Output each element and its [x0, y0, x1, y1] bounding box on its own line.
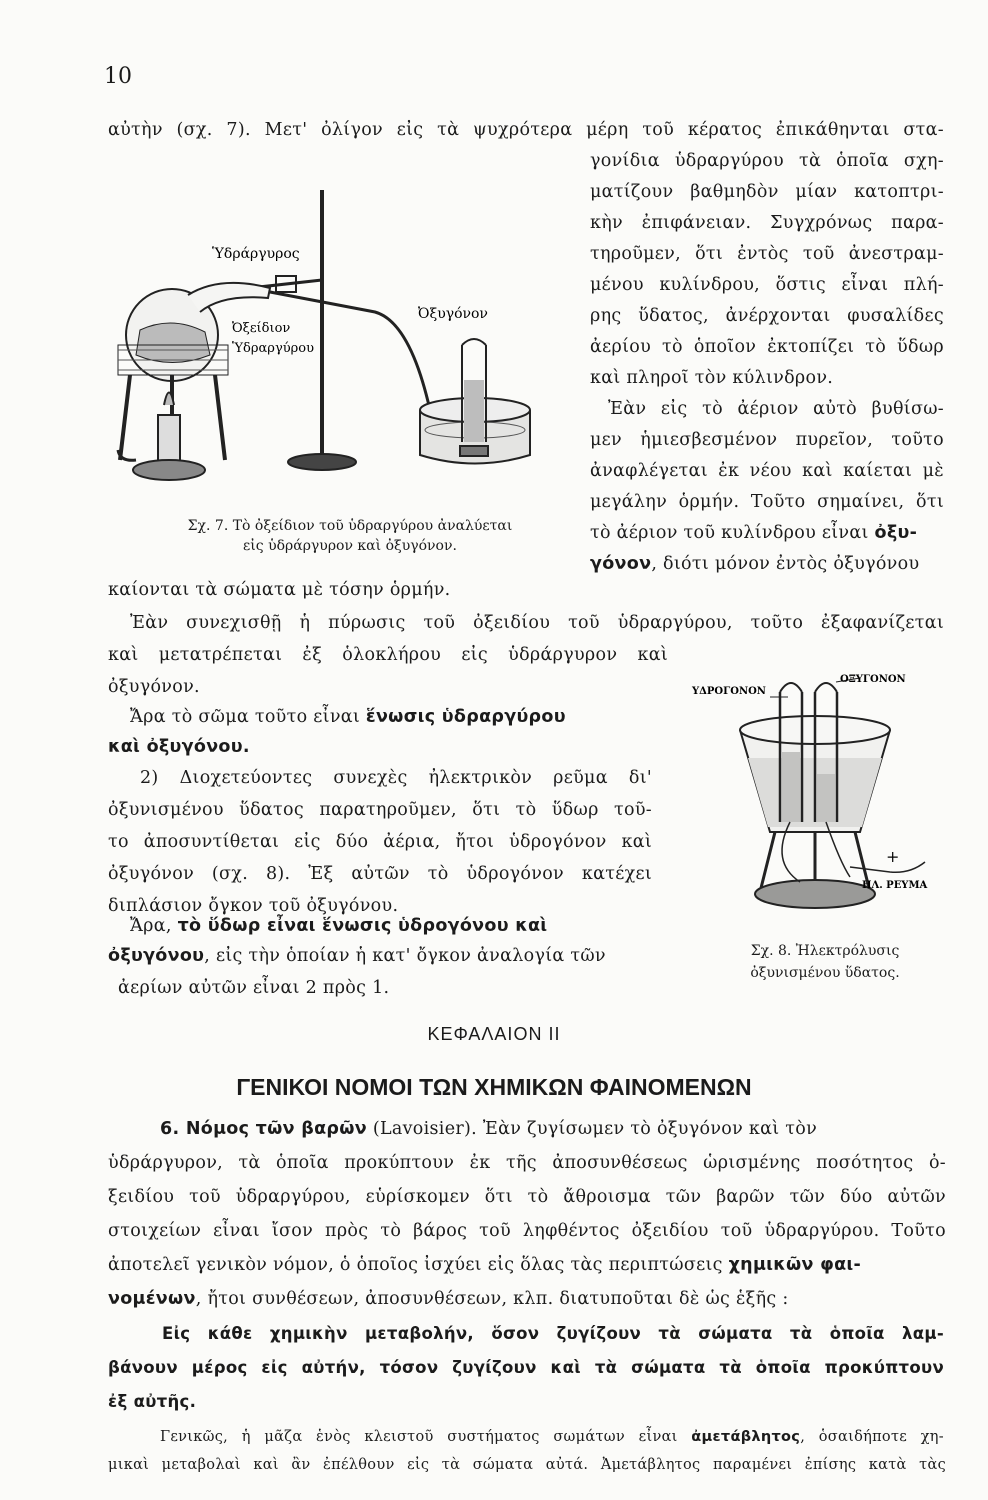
- text-line: γονίδια ὑδραργύρου τὰ ὁποῖα σχη-: [590, 151, 944, 171]
- label-oxide-2: Ὑδραργύρου: [232, 341, 314, 356]
- text-line: διπλάσιον ὄγκον τοῦ ὀξυγόνου.: [108, 896, 399, 916]
- text-line: [160, 1117, 817, 1141]
- text-line: Ἐὰν εἰς τὸ ἀέριον αὐτὸ βυθίσω-: [608, 399, 944, 419]
- bold-term: ὀξυγόνου: [108, 946, 205, 966]
- text-line: ὀξυγόνον.: [108, 677, 200, 697]
- figure-8-caption-line: ὀξυνισμένου ὕδατος.: [750, 965, 900, 981]
- bold-term: ἕνωσις ὑδραργύρου: [365, 707, 566, 727]
- text-line: αὐτὴν (σχ. 7). Μετ' ὀλίγον εἰς τὰ ψυχρότερα μέρη τοῦ κέρατος ἐπικάθηνται στα-: [108, 120, 944, 140]
- text-line: ὀξυνισμένου ὕδατος παρατηροῦμεν, ὅτι τὸ ὕδωρ τοῦ-: [108, 800, 652, 820]
- text-line: καίονται τὰ σώματα μὲ τόσην ὁρμήν.: [108, 580, 451, 600]
- text-line: 2) Διοχετεύοντες συνεχὲς ἠλεκτρικὸν ρεῦμα δι': [140, 768, 652, 788]
- text-line: ὑδράργυρον, τὰ ὁποῖα προκύπτουν ἐκ τῆς ἀποσυνθέσεως ὡρισμένης ποσότητος ὀ-: [108, 1153, 946, 1173]
- label-current: ΗΛ. ΡΕΥΜΑ: [862, 880, 928, 891]
- law-statement-line: Εἰς κάθε χημικὴν μεταβολήν, ὅσον ζυγίζουν τὰ σώματα τὰ ὁποῖα λαμ-: [162, 1324, 944, 1343]
- label-plus: +: [886, 847, 900, 866]
- text-line: ξειδίου τοῦ ὑδραργύρου, εὑρίσκομεν ὅτι τὸ ἄθροισμα τῶν βαρῶν τῶν δύο αὐτῶν: [108, 1187, 946, 1207]
- label-oxide-1: Ὀξείδιον: [232, 321, 291, 336]
- text-line: ἀναφλέγεται ἐκ νέου καὶ καίεται μὲ: [590, 461, 944, 481]
- text-line: [590, 521, 944, 545]
- text-line: ρης ὕδατος, ἀνέρχονται φυσαλίδες: [590, 306, 944, 326]
- text-line: [130, 705, 566, 729]
- text-run: Γενικῶς, ἡ μᾶζα ἑνὸς κλειστοῦ συστήματος σωμάτων εἶναι: [160, 1429, 678, 1445]
- bold-term: καὶ ὀξυγόνου.: [108, 737, 250, 757]
- text-line: [130, 914, 547, 938]
- figure-7-caption-line: Σχ. 7. Τὸ ὀξείδιον τοῦ ὑδραργύρου ἀναλύεται: [187, 518, 513, 534]
- text-line: ἀερίου τὸ ὁποῖον ἐκτοπίζει τὸ ὕδωρ: [590, 337, 944, 357]
- text-line: [108, 1253, 861, 1277]
- text-run: Ἄρα,: [130, 916, 172, 936]
- text-line: καὶ πληροῖ τὸν κύλινδρον.: [590, 368, 834, 388]
- small-text-line: μικαὶ μεταβολαὶ καὶ ἂν ἐπέλθουν εἰς τὰ σώματα αὐτά. Ἀμετάβλητος παραμένει ἐπίσης κατὰ τὰς: [108, 1457, 946, 1473]
- text-line: [108, 1287, 789, 1311]
- text-line: [108, 944, 606, 968]
- text-run: , ἤτοι συνθέσεων, ἀποσυνθέσεων, κλπ. διατυποῦται δὲ ὡς ἑξῆς :: [195, 1289, 789, 1309]
- text-line: ματίζουν βαθμηδὸν μίαν κατοπτρι-: [590, 182, 944, 202]
- bold-term: ἀμετάβλητος: [691, 1429, 801, 1445]
- law-statement-line: ἐξ αὐτῆς.: [108, 1392, 197, 1411]
- text-line: το ἀποσυντίθεται εἰς δύο ἀέρια, ἤτοι ὑδρογόνον καὶ: [108, 832, 652, 852]
- text-line: μεγάλην ὁρμήν. Τοῦτο σημαίνει, ὅτι: [590, 492, 944, 512]
- law-statement-line: βάνουν μέρος εἰς αὐτήν, τόσον ζυγίζουν καὶ τὰ σώματα τὰ ὁποῖα προκύπτουν: [108, 1358, 944, 1377]
- bold-term: ὀξυ-: [874, 523, 918, 543]
- text-line: μεν ἡμιεσβεσμένον πυρεῖον, τοῦτο: [590, 430, 944, 450]
- section-heading: 6. Νόμος τῶν βαρῶν: [160, 1119, 367, 1139]
- bold-term: νομένων: [108, 1289, 196, 1309]
- page-number: 10: [104, 64, 132, 89]
- chapter-title: ΓΕΝΙΚΟΙ ΝΟΜΟΙ ΤΩΝ ΧΗΜΙΚΩΝ ΦΑΙΝΟΜΕΝΩΝ: [236, 1074, 752, 1100]
- text-run: (Lavoisier). Ἐὰν ζυγίσωμεν τὸ ὀξυγόνον καὶ τὸν: [372, 1119, 818, 1139]
- text-line: καὶ μετατρέπεται ἐξ ὁλοκλήρου εἰς ὑδράργυρον καὶ: [108, 645, 668, 665]
- text-run: , ὁσαιδήποτε χη-: [800, 1429, 944, 1445]
- figure-8-caption-line: Σχ. 8. Ἠλεκτρόλυσις: [750, 943, 900, 959]
- text-line: τηροῦμεν, ὅτι ἐντὸς τοῦ ἀνεστραμ-: [590, 244, 944, 264]
- text-line: κὴν ἐπιφάνειαν. Συγχρόνως παρα-: [590, 213, 944, 233]
- label-oxygen: Ὀξυγόνον: [418, 306, 488, 322]
- text-line: Ἐὰν συνεχισθῇ ἡ πύρωσις τοῦ ὀξειδίου τοῦ ὑδραργύρου, τοῦτο ἐξαφανίζεται: [130, 613, 944, 633]
- bold-term: χημικῶν φαι-: [728, 1255, 862, 1275]
- bold-term: γόνον: [590, 554, 652, 574]
- text-line: ὀξυγόνον (σχ. 8). Ἐξ αὐτῶν τὸ ὑδρογόνον κατέχει: [108, 864, 652, 884]
- text-run: τὸ ἀέριον τοῦ κυλίνδρου εἶναι: [590, 523, 869, 543]
- text-run: , εἰς τὴν ὁποίαν ἡ κατ' ὄγκον ἀναλογία τῶν: [204, 946, 606, 966]
- text-line: ἀερίων αὐτῶν εἶναι 2 πρὸς 1.: [118, 978, 390, 998]
- label-hydrogen: ΥΔΡΟΓΟΝΟΝ: [692, 686, 766, 697]
- text-run: , διότι μόνον ἐντὸς ὀξυγόνου: [651, 554, 920, 574]
- label-oxygen: ΟΞΥΓΟΝΟΝ: [840, 674, 906, 685]
- chapter-kicker: ΚΕΦΑΛΑΙΟΝ ΙΙ: [427, 1024, 561, 1044]
- text-line: στοιχείων εἶναι ἴσον πρὸς τὸ βάρος τοῦ ληφθέντος ὀξειδίου τοῦ ὑδραργύρου. Τοῦτο: [108, 1221, 946, 1241]
- figure-7-caption-line: εἰς ὑδράργυρον καὶ ὀξυγόνον.: [243, 538, 457, 554]
- figure-8-electrolysis: [692, 662, 950, 922]
- text-line: μένου κυλίνδρου, ὅστις εἶναι πλή-: [590, 275, 944, 295]
- text-run: ἀποτελεῖ γενικὸν νόμον, ὁ ὁποῖος ἰσχύει εἰς ὅλας τὰς περιπτώσεις: [108, 1255, 723, 1275]
- small-text-line: [160, 1425, 944, 1449]
- bold-term: τὸ ὕδωρ εἶναι ἕνωσις ὑδρογόνου καὶ: [177, 916, 548, 936]
- label-mercury: Ὑδράργυρος: [212, 246, 300, 262]
- text-run: Ἄρα τὸ σῶμα τοῦτο εἶναι: [130, 707, 361, 727]
- text-line: [590, 552, 944, 576]
- figure-7-apparatus: [100, 180, 580, 570]
